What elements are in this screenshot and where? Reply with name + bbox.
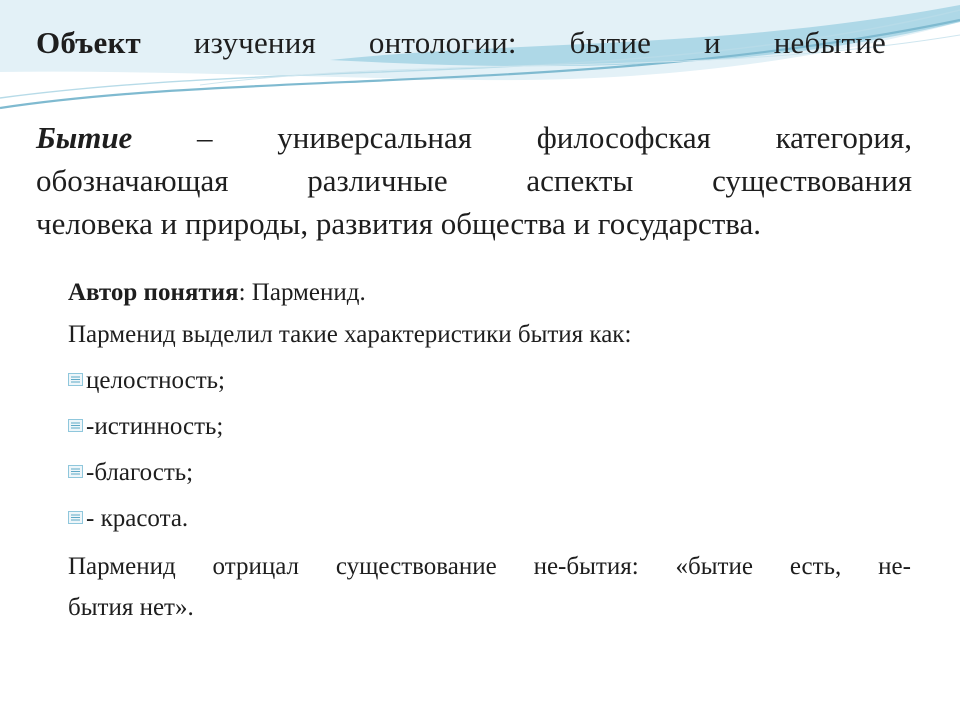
conclusion-word: «бытие [675,553,753,580]
definition-word: существования [712,163,912,198]
list-bullet-icon [68,511,83,524]
list-item-text: целостность; [86,367,225,394]
conclusion-word: существование [335,553,497,580]
list-bullet-icon [68,419,83,432]
slide-title [36,25,886,61]
conclusion-word: Парменид [68,553,176,580]
title-bold-word: Объект [36,25,141,60]
conclusion-paragraph [68,546,911,628]
title-word: небытие [773,25,886,60]
title-word: бытие [569,25,652,60]
definition-word: аспекты [526,163,634,198]
conclusion-word: отрицал [212,553,299,580]
definition-word: различные [307,163,448,198]
list-bullet-icon [68,373,83,386]
author-line [68,272,911,314]
conclusion-line-2: бытия нет». [68,594,194,621]
title-word: онтологии: [368,25,517,60]
author-label: Автор понятия [68,279,239,306]
list-item [68,358,911,404]
list-item [68,496,911,542]
definition-line-3 [36,202,912,245]
list-item [68,450,911,496]
definition-word: обозначающая [36,163,229,198]
characteristics-list [68,358,911,542]
conclusion-word: не- [878,553,911,580]
definition-line-2 [36,159,912,202]
definition-word: универсальная [277,120,473,155]
conclusion-word: не-бытия: [533,553,639,580]
author-value: : Парменид. [238,279,366,306]
definition-word: философская [536,120,711,155]
intro-text: Парменид выделил такие характеристики бытия как: [68,321,632,348]
list-item-text: -благость; [86,459,194,486]
title-word: и [704,25,721,60]
slide-body [68,272,911,628]
list-item-text: -истинность; [86,413,224,440]
conclusion-word: есть, [789,553,842,580]
definition-line-1 [36,116,912,159]
title-word: изучения [193,25,316,60]
definition-paragraph [36,116,912,245]
conclusion-line-1 [68,546,911,587]
list-item-text: - красота. [86,505,189,532]
list-item [68,404,911,450]
definition-line-text: человека и природы, развития общества и государства. [36,206,761,241]
definition-word: – [197,120,213,155]
definition-term: Бытие [36,120,133,155]
list-bullet-icon [68,465,83,478]
definition-word: категория, [775,120,912,155]
